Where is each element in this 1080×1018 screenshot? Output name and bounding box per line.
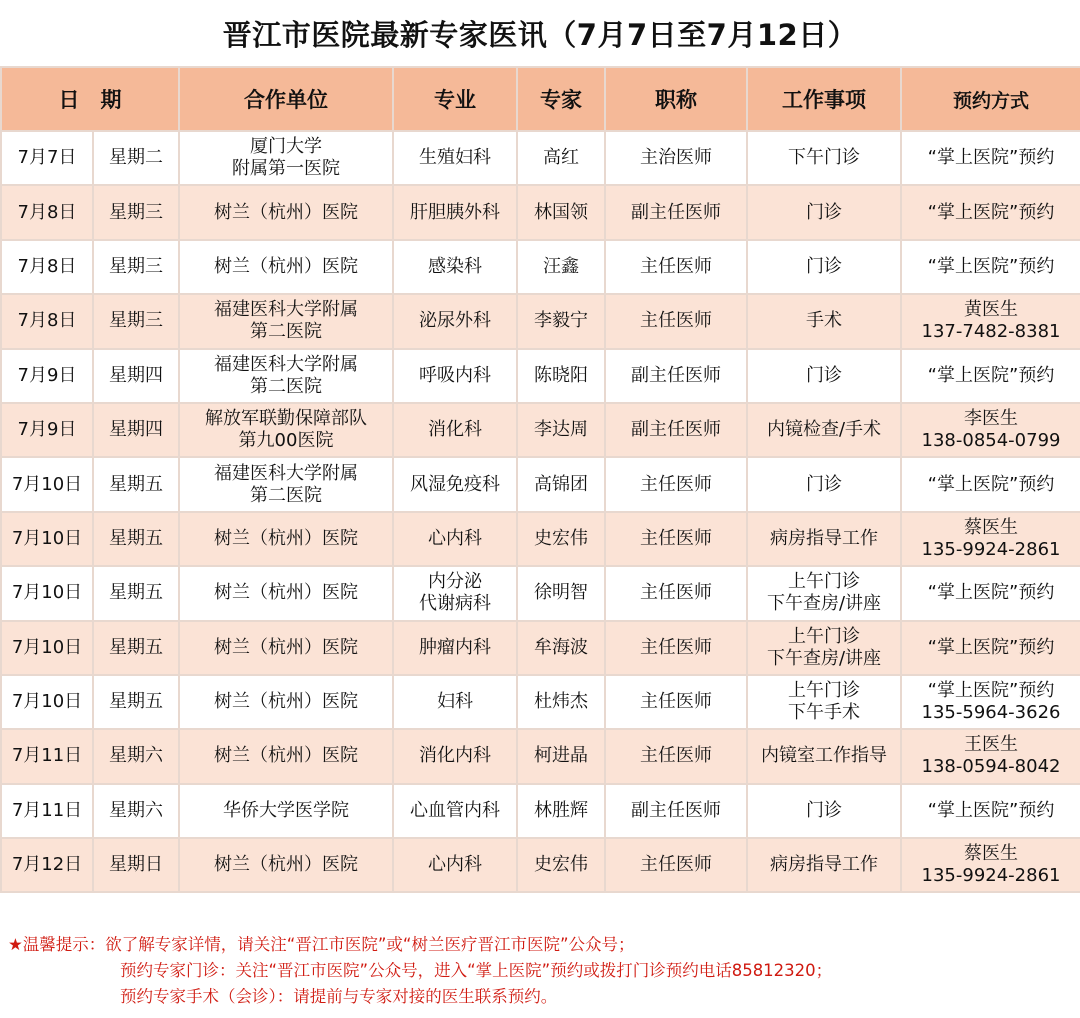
cell-date: 7月9日 (1, 403, 93, 457)
cell-rank: 主任医师 (605, 240, 747, 294)
cell-work: 上午门诊 下午查房/讲座 (747, 566, 901, 620)
cell-work: 病房指导工作 (747, 838, 901, 892)
cell-weekday: 星期四 (93, 349, 179, 403)
table-row (1, 729, 1080, 783)
cell-specialty: 泌尿外科 (393, 294, 517, 348)
star-icon: ★ (8, 935, 23, 954)
cell-rank: 主任医师 (605, 675, 747, 729)
cell-date: 7月10日 (1, 512, 93, 566)
cell-date: 7月11日 (1, 729, 93, 783)
cell-unit: 树兰（杭州）医院 (179, 566, 393, 620)
cell-work: 手术 (747, 294, 901, 348)
expert-schedule-table (0, 66, 1080, 893)
cell-specialty: 内分泌 代谢病科 (393, 566, 517, 620)
table-row (1, 784, 1080, 838)
cell-specialty: 风湿免疫科 (393, 457, 517, 511)
cell-unit: 树兰（杭州）医院 (179, 185, 393, 239)
cell-rank: 主任医师 (605, 457, 747, 511)
cell-expert: 牟海波 (517, 621, 605, 675)
table-row (1, 131, 1080, 185)
cell-weekday: 星期五 (93, 512, 179, 566)
cell-weekday: 星期三 (93, 294, 179, 348)
header-date: 日 期 (1, 67, 179, 131)
cell-date: 7月10日 (1, 675, 93, 729)
cell-expert: 林胜辉 (517, 784, 605, 838)
cell-unit: 厦门大学 附属第一医院 (179, 131, 393, 185)
cell-work: 内镜检查/手术 (747, 403, 901, 457)
cell-booking: 黄医生 137-7482-8381 (901, 294, 1080, 348)
cell-rank: 主任医师 (605, 294, 747, 348)
cell-rank: 主任医师 (605, 566, 747, 620)
cell-specialty: 心血管内科 (393, 784, 517, 838)
cell-specialty: 感染科 (393, 240, 517, 294)
cell-work: 下午门诊 (747, 131, 901, 185)
header-rank: 职称 (605, 67, 747, 131)
cell-specialty: 肿瘤内科 (393, 621, 517, 675)
cell-date: 7月8日 (1, 294, 93, 348)
table-row (1, 403, 1080, 457)
cell-date: 7月11日 (1, 784, 93, 838)
cell-unit: 解放军联勤保障部队 第九00医院 (179, 403, 393, 457)
cell-weekday: 星期五 (93, 566, 179, 620)
cell-date: 7月12日 (1, 838, 93, 892)
cell-weekday: 星期六 (93, 729, 179, 783)
cell-weekday: 星期二 (93, 131, 179, 185)
table-row (1, 294, 1080, 348)
cell-booking: 蔡医生 135-9924-2861 (901, 838, 1080, 892)
notice-line-1 (8, 932, 1080, 958)
cell-weekday: 星期五 (93, 675, 179, 729)
cell-rank: 副主任医师 (605, 403, 747, 457)
table-row (1, 185, 1080, 239)
cell-date: 7月8日 (1, 185, 93, 239)
cell-work: 门诊 (747, 349, 901, 403)
cell-unit: 树兰（杭州）医院 (179, 621, 393, 675)
cell-weekday: 星期日 (93, 838, 179, 892)
cell-rank: 主任医师 (605, 621, 747, 675)
table-row (1, 512, 1080, 566)
cell-expert: 高锦团 (517, 457, 605, 511)
cell-date: 7月10日 (1, 457, 93, 511)
cell-specialty: 生殖妇科 (393, 131, 517, 185)
cell-unit: 福建医科大学附属 第二医院 (179, 349, 393, 403)
cell-weekday: 星期三 (93, 240, 179, 294)
notice-text-1: 温馨提示：欲了解专家详情，请关注“晋江市医院”或“树兰医疗晋江市医院”公众号； (22, 935, 635, 954)
cell-expert: 柯进晶 (517, 729, 605, 783)
table-row (1, 566, 1080, 620)
cell-booking: “掌上医院”预约 (901, 185, 1080, 239)
cell-booking: “掌上医院”预约 (901, 131, 1080, 185)
cell-rank: 主任医师 (605, 729, 747, 783)
cell-booking: “掌上医院”预约 (901, 784, 1080, 838)
cell-specialty: 心内科 (393, 512, 517, 566)
cell-date: 7月10日 (1, 566, 93, 620)
cell-weekday: 星期六 (93, 784, 179, 838)
cell-expert: 李毅宁 (517, 294, 605, 348)
cell-unit: 树兰（杭州）医院 (179, 512, 393, 566)
cell-booking: “掌上医院”预约 (901, 457, 1080, 511)
cell-weekday: 星期四 (93, 403, 179, 457)
cell-expert: 陈晓阳 (517, 349, 605, 403)
cell-work: 上午门诊 下午手术 (747, 675, 901, 729)
cell-booking: 蔡医生 135-9924-2861 (901, 512, 1080, 566)
cell-work: 门诊 (747, 457, 901, 511)
cell-unit: 树兰（杭州）医院 (179, 729, 393, 783)
cell-specialty: 消化内科 (393, 729, 517, 783)
cell-specialty: 肝胆胰外科 (393, 185, 517, 239)
cell-booking: “掌上医院”预约 (901, 240, 1080, 294)
cell-rank: 主任医师 (605, 512, 747, 566)
cell-work: 门诊 (747, 784, 901, 838)
cell-booking: 李医生 138-0854-0799 (901, 403, 1080, 457)
cell-work: 病房指导工作 (747, 512, 901, 566)
notice-box (0, 918, 1080, 1018)
cell-date: 7月9日 (1, 349, 93, 403)
cell-unit: 树兰（杭州）医院 (179, 838, 393, 892)
cell-booking: “掌上医院”预约 (901, 566, 1080, 620)
cell-work: 门诊 (747, 240, 901, 294)
table-row (1, 675, 1080, 729)
cell-expert: 汪鑫 (517, 240, 605, 294)
table-row (1, 240, 1080, 294)
cell-unit: 树兰（杭州）医院 (179, 675, 393, 729)
cell-work: 内镜室工作指导 (747, 729, 901, 783)
header-specialty: 专业 (393, 67, 517, 131)
cell-expert: 高红 (517, 131, 605, 185)
cell-expert: 史宏伟 (517, 512, 605, 566)
cell-booking: “掌上医院”预约 135-5964-3626 (901, 675, 1080, 729)
header-expert: 专家 (517, 67, 605, 131)
cell-specialty: 消化科 (393, 403, 517, 457)
cell-unit: 福建医科大学附属 第二医院 (179, 457, 393, 511)
cell-date: 7月10日 (1, 621, 93, 675)
header-booking: 预约方式 (901, 67, 1080, 131)
page-title: 晋江市医院最新专家医讯（7月7日至7月12日） (0, 0, 1080, 67)
cell-expert: 徐明智 (517, 566, 605, 620)
cell-unit: 树兰（杭州）医院 (179, 240, 393, 294)
cell-unit: 福建医科大学附属 第二医院 (179, 294, 393, 348)
header-unit: 合作单位 (179, 67, 393, 131)
cell-date: 7月8日 (1, 240, 93, 294)
cell-expert: 杜炜杰 (517, 675, 605, 729)
cell-expert: 李达周 (517, 403, 605, 457)
cell-specialty: 心内科 (393, 838, 517, 892)
cell-expert: 史宏伟 (517, 838, 605, 892)
cell-rank: 副主任医师 (605, 349, 747, 403)
cell-work: 上午门诊 下午查房/讲座 (747, 621, 901, 675)
table-header-row (1, 67, 1080, 131)
cell-rank: 主治医师 (605, 131, 747, 185)
cell-expert: 林国领 (517, 185, 605, 239)
table-row (1, 457, 1080, 511)
cell-rank: 主任医师 (605, 838, 747, 892)
table-row (1, 838, 1080, 892)
cell-work: 门诊 (747, 185, 901, 239)
notice-line-2: 预约专家门诊：关注“晋江市医院”公众号，进入“掌上医院”预约或拨打门诊预约电话85812320； (120, 961, 833, 980)
cell-booking: “掌上医院”预约 (901, 349, 1080, 403)
cell-weekday: 星期五 (93, 457, 179, 511)
cell-unit: 华侨大学医学院 (179, 784, 393, 838)
header-work: 工作事项 (747, 67, 901, 131)
cell-booking: 王医生 138-0594-8042 (901, 729, 1080, 783)
cell-weekday: 星期三 (93, 185, 179, 239)
cell-booking: “掌上医院”预约 (901, 621, 1080, 675)
cell-weekday: 星期五 (93, 621, 179, 675)
cell-rank: 副主任医师 (605, 185, 747, 239)
cell-specialty: 妇科 (393, 675, 517, 729)
table-row (1, 621, 1080, 675)
notice-line-3: 预约专家手术（会诊）：请提前与专家对接的医生联系预约。 (120, 987, 558, 1006)
cell-date: 7月7日 (1, 131, 93, 185)
cell-rank: 副主任医师 (605, 784, 747, 838)
table-row (1, 349, 1080, 403)
cell-specialty: 呼吸内科 (393, 349, 517, 403)
